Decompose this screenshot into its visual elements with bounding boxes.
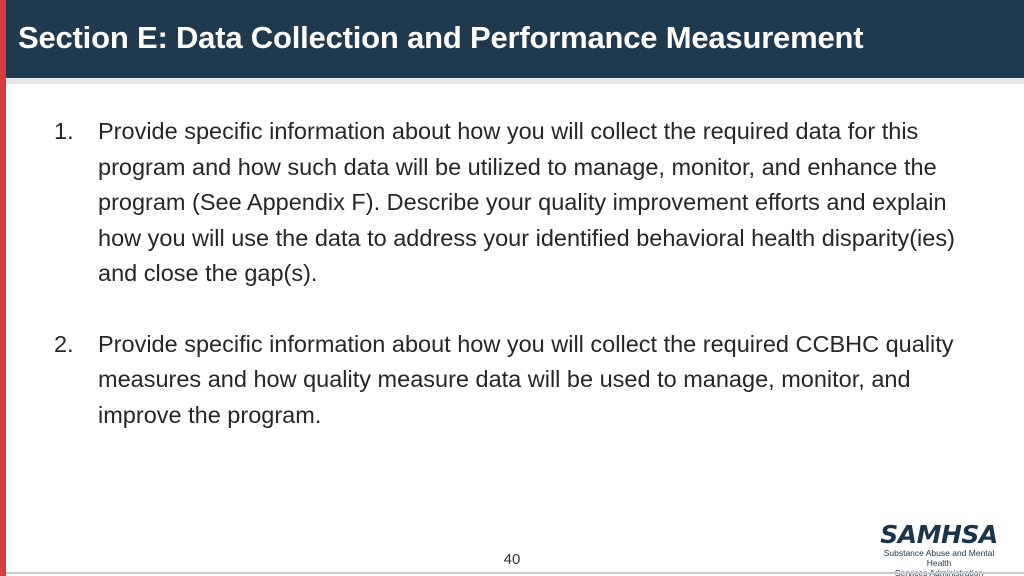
slide-title: Section E: Data Collection and Performance Measurement [18,20,864,55]
list-item-number: 1. [54,118,74,144]
left-accent-bar [0,0,6,576]
list-item [54,327,974,434]
list-item-number: 2. [54,330,74,357]
requirements-list [54,114,974,468]
page-number: 40 [503,551,521,568]
list-item [54,114,974,292]
footer-line [6,572,1024,574]
list-item-text: Provide specific information about how you will collect the required CCBHC quality measures and how quality measure data will be used to manage, monitor, and improve the program. [98,330,954,428]
samhsa-logo [874,522,1004,572]
logo-subtitle-line1: Substance Abuse and Mental Health [883,548,995,568]
header-divider [6,78,1024,84]
logo-wordmark: SAMHSA [880,520,998,549]
list-item-text: Provide specific information about how you will collect the required data for this program and how such data will be utilized to manage, monitor, and enhance the program (See Appendix F). Describe your quality improvement efforts and explain how you will use the data to address your identified behavioral health disparity(ies) and close the gap(s). [98,118,955,286]
